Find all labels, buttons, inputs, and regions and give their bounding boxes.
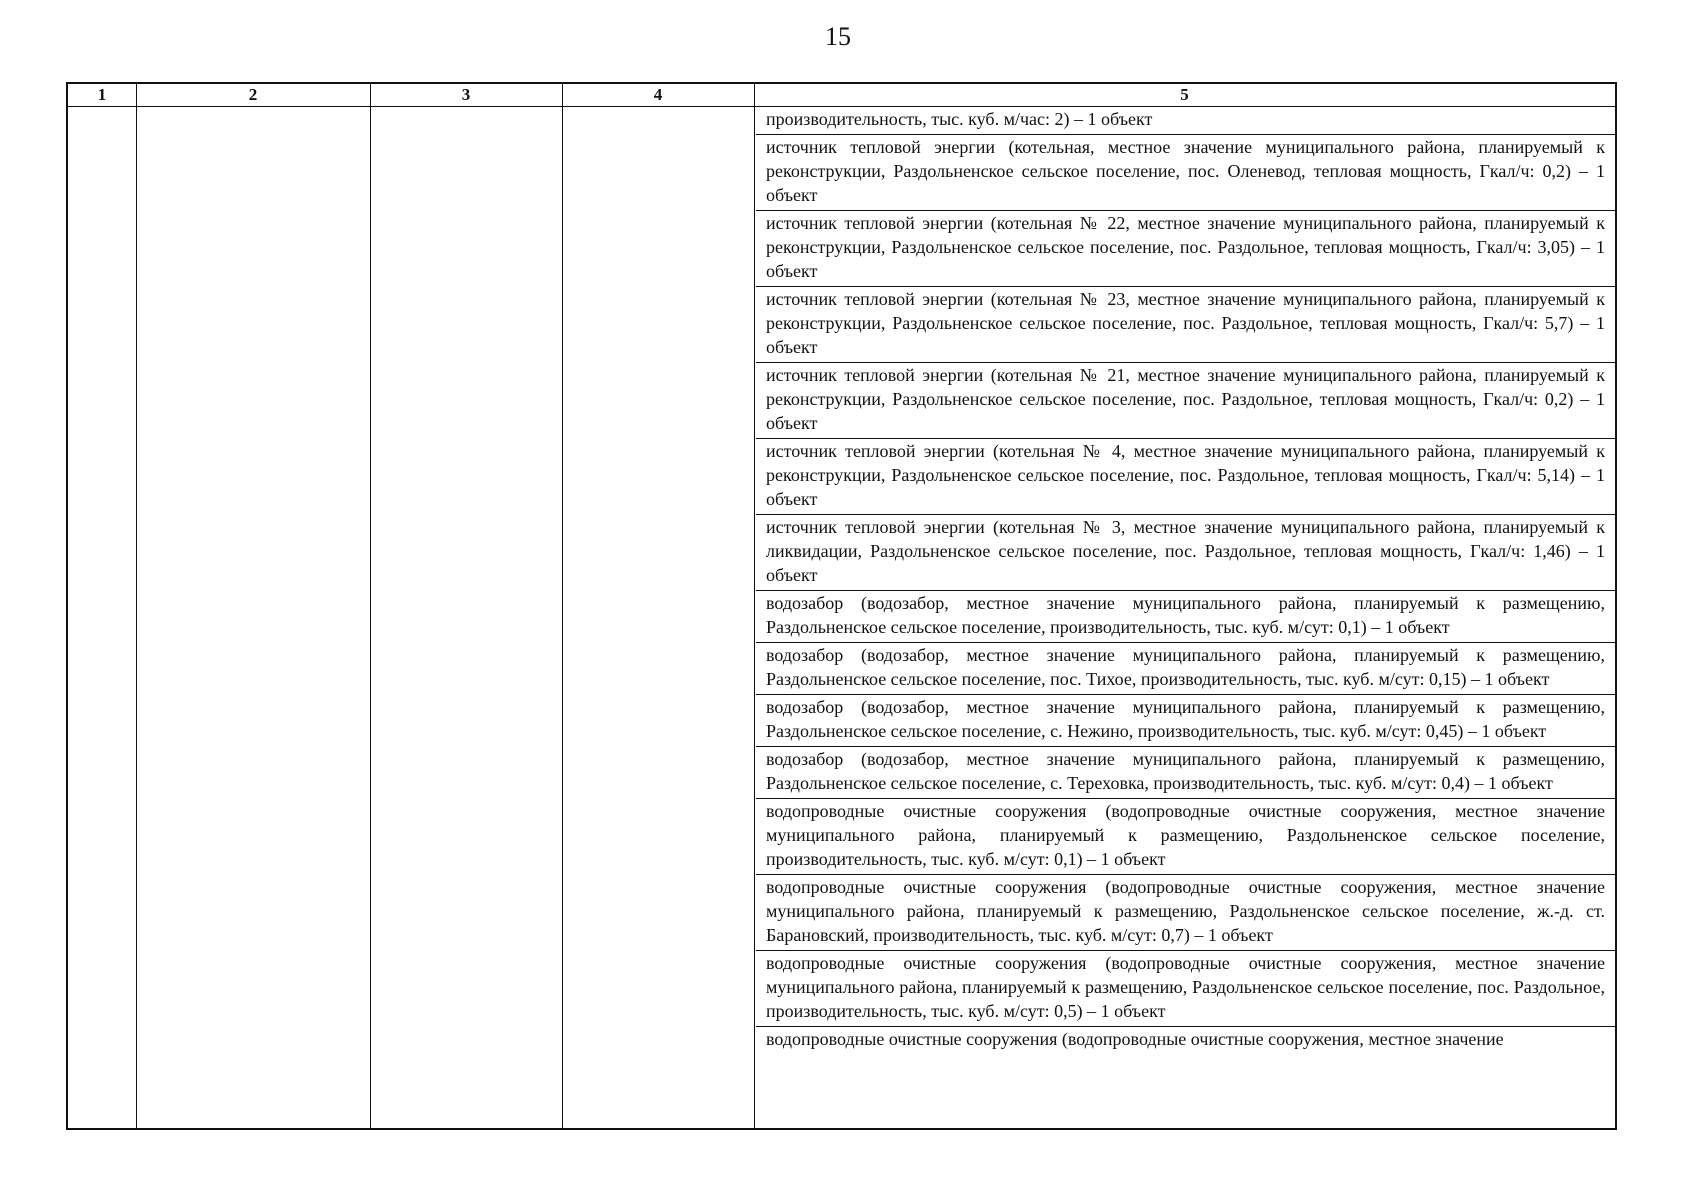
document-table [66, 82, 1617, 1130]
table-entry: водозабор (водозабор, местное значение муниципального района, планируемый к размещению, Раздольненское сельское поселение, производительность, тыс. куб. м/сут: 0,1) – 1 объект [756, 591, 1615, 643]
table-entry: источник тепловой энергии (котельная № 4, местное значение муниципального района, планируемый к реконструкции, Раздольненское сельское поселение, пос. Раздольное, тепловая мощность, Гкал/ч: 5,14) – 1 объект [756, 439, 1615, 515]
table-entry: водопроводные очистные сооружения (водопроводные очистные сооружения, местное значение [766, 1029, 1504, 1049]
table-entry: водопроводные очистные сооружения (водопроводные очистные сооружения, местное значение муниципального района, планируемый к размещению, Раздольненское сельское поселение, производительность, тыс. куб. м/сут: 0,1) – 1 объект [756, 799, 1615, 875]
table-entry: водопроводные очистные сооружения (водопроводные очистные сооружения, местное значение муниципального района, планируемый к размещению, Раздольненское сельское поселение, ж.-д. ст. Барановский, производительность, тыс. куб. м/сут: 0,7) – 1 объект [756, 875, 1615, 951]
column-divider [754, 84, 755, 1128]
table-entry: источник тепловой энергии (котельная № 23, местное значение муниципального района, планируемый к реконструкции, Раздольненское сельское поселение, пос. Раздольное, тепловая мощность, Гкал/ч: 5,7) – 1 объект [756, 287, 1615, 363]
column-5-content [756, 107, 1615, 1128]
column-divider [562, 84, 563, 1128]
table-entry: водозабор (водозабор, местное значение муниципального района, планируемый к размещению, Раздольненское сельское поселение, с. Тереховка, производительность, тыс. куб. м/сут: 0,4) – 1 объект [756, 747, 1615, 799]
column-header-5: 5 [1180, 85, 1189, 104]
column-header-1: 1 [97, 85, 107, 104]
table-entry: водозабор (водозабор, местное значение муниципального района, планируемый к размещению, Раздольненское сельское поселение, пос. Тихое, производительность, тыс. куб. м/сут: 0,15) – 1 объект [756, 643, 1615, 695]
table-entry: источник тепловой энергии (котельная № 3, местное значение муниципального района, планируемый к ликвидации, Раздольненское сельское поселение, пос. Раздольное, тепловая мощность, Гкал/ч: 1,46) – 1 объект [756, 515, 1615, 591]
table-entry: источник тепловой энергии (котельная № 22, местное значение муниципального района, планируемый к реконструкции, Раздольненское сельское поселение, пос. Раздольное, тепловая мощность, Гкал/ч: 3,05) – 1 объект [756, 211, 1615, 287]
page-number: 15 [825, 22, 851, 51]
column-header-3: 3 [461, 85, 471, 104]
column-divider [136, 84, 137, 1128]
table-entry: источник тепловой энергии (котельная, местное значение муниципального района, планируемый к реконструкции, Раздольненское сельское поселение, пос. Оленевод, тепловая мощность, Гкал/ч: 0,2) – 1 объект [756, 135, 1615, 211]
column-header-2: 2 [248, 85, 258, 104]
table-header-row [68, 84, 1615, 107]
table-entry: источник тепловой энергии (котельная № 21, местное значение муниципального района, планируемый к реконструкции, Раздольненское сельское поселение, пос. Раздольное, тепловая мощность, Гкал/ч: 0,2) – 1 объект [756, 363, 1615, 439]
table-entry: водозабор (водозабор, местное значение муниципального района, планируемый к размещению, Раздольненское сельское поселение, с. Нежино, производительность, тыс. куб. м/сут: 0,45) – 1 объект [756, 695, 1615, 747]
table-entry: производительность, тыс. куб. м/час: 2) – 1 объект [756, 107, 1615, 135]
column-divider [370, 84, 371, 1128]
column-header-4: 4 [653, 85, 663, 104]
table-entry: водопроводные очистные сооружения (водопроводные очистные сооружения, местное значение муниципального района, планируемый к размещению, Раздольненское сельское поселение, пос. Раздольное, производительность, тыс. куб. м/сут: 0,5) – 1 объект [756, 951, 1615, 1027]
